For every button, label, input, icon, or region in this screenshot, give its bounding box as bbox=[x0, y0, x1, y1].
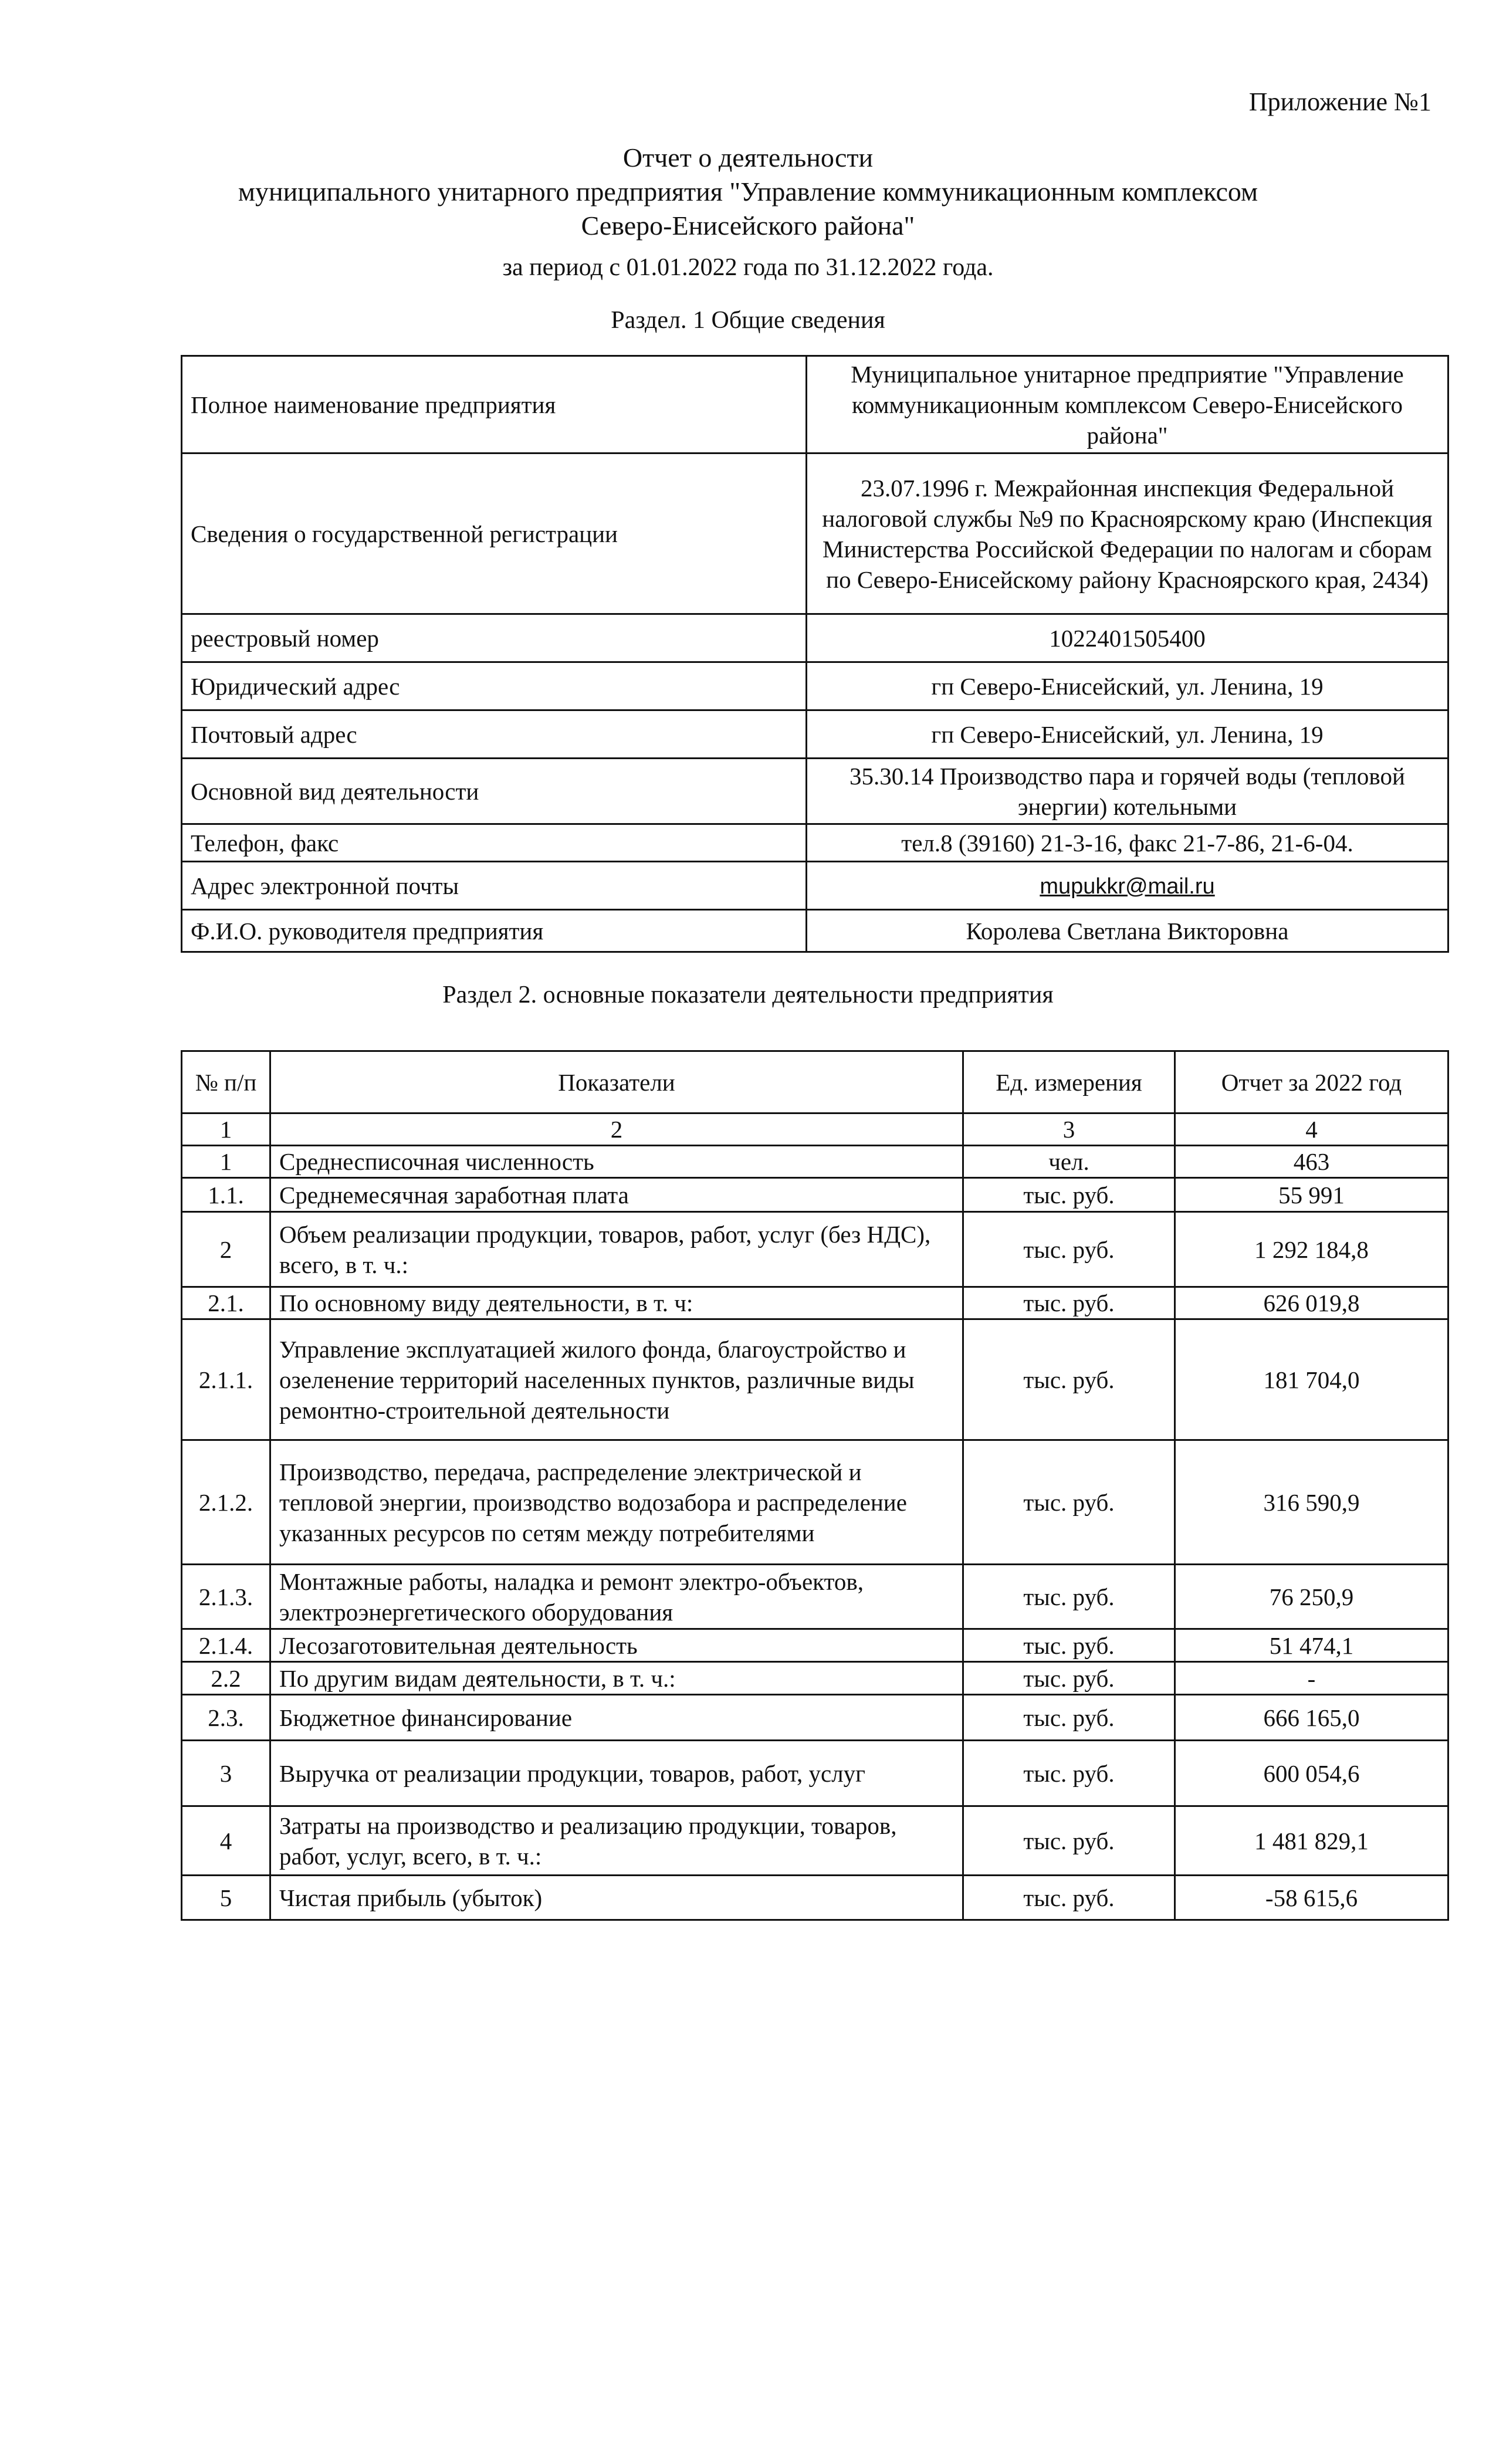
table-row bbox=[182, 1146, 1448, 1178]
info-value: 1022401505400 bbox=[807, 614, 1448, 662]
row-unit: тыс. руб. bbox=[963, 1876, 1175, 1920]
row-unit: тыс. руб. bbox=[963, 1178, 1175, 1212]
row-num: 2.2 bbox=[182, 1662, 270, 1695]
column-number: 3 bbox=[963, 1113, 1175, 1146]
header-unit: Ед. измерения bbox=[963, 1051, 1175, 1113]
info-value: 23.07.1996 г. Межрайонная инспекция Федеральной налоговой службы №9 по Красноярскому краю (Инспекция Министерства Российской Федерации по налогам и сборам по Северо-Енисейскому району Красноярского края, 2434) bbox=[807, 453, 1448, 614]
row-unit: тыс. руб. bbox=[963, 1319, 1175, 1440]
row-indicator: Чистая прибыль (убыток) bbox=[270, 1876, 963, 1920]
row-value: 1 481 829,1 bbox=[1175, 1806, 1448, 1876]
row-unit: тыс. руб. bbox=[963, 1212, 1175, 1287]
info-value: тел.8 (39160) 21-3-16, факс 21-7-86, 21-6-04. bbox=[807, 824, 1448, 862]
row-indicator: Затраты на производство и реализацию продукции, товаров, работ, услуг, всего, в т. ч.: bbox=[270, 1806, 963, 1876]
row-unit: чел. bbox=[963, 1146, 1175, 1178]
row-num: 2 bbox=[182, 1212, 270, 1287]
info-row-postal-address bbox=[182, 710, 1448, 759]
email-link[interactable]: mupukkr@mail.ru bbox=[1040, 874, 1215, 899]
row-num: 2.1.2. bbox=[182, 1440, 270, 1565]
section2-title: Раздел 2. основные показатели деятельности предприятия bbox=[442, 981, 1054, 1008]
row-value: 55 991 bbox=[1175, 1178, 1448, 1212]
row-indicator: Бюджетное финансирование bbox=[270, 1695, 963, 1741]
report-title-line: муниципального унитарного предприятия "Управление коммуникационным комплексом bbox=[238, 177, 1258, 207]
table-row bbox=[182, 1629, 1448, 1662]
row-indicator: Выручка от реализации продукции, товаров, работ, услуг bbox=[270, 1741, 963, 1806]
table-row bbox=[182, 1741, 1448, 1806]
row-value: 76 250,9 bbox=[1175, 1565, 1448, 1629]
row-value: 626 019,8 bbox=[1175, 1287, 1448, 1319]
column-number: 1 bbox=[182, 1113, 270, 1146]
table-row bbox=[182, 1806, 1448, 1876]
info-row-main-activity bbox=[182, 759, 1448, 824]
info-label: Сведения о государственной регистрации bbox=[182, 453, 807, 614]
row-indicator: Объем реализации продукции, товаров, работ, услуг (без НДС), всего, в т. ч.: bbox=[270, 1212, 963, 1287]
row-value: -58 615,6 bbox=[1175, 1876, 1448, 1920]
row-value: 1 292 184,8 bbox=[1175, 1212, 1448, 1287]
info-row-full-name bbox=[182, 356, 1448, 453]
row-num: 2.1.1. bbox=[182, 1319, 270, 1440]
section1-title: Раздел. 1 Общие сведения bbox=[611, 307, 885, 334]
table-row bbox=[182, 1178, 1448, 1212]
info-value: Муниципальное унитарное предприятие "Управление коммуникационным комплексом Северо-Енисейского района" bbox=[807, 356, 1448, 453]
column-number: 2 bbox=[270, 1113, 963, 1146]
info-row-director bbox=[182, 910, 1448, 952]
table-row bbox=[182, 1212, 1448, 1287]
info-value: Королева Светлана Викторовна bbox=[807, 910, 1448, 952]
row-value: - bbox=[1175, 1662, 1448, 1695]
info-value: 35.30.14 Производство пара и горячей воды (тепловой энергии) котельными bbox=[807, 759, 1448, 824]
row-indicator: По другим видам деятельности, в т. ч.: bbox=[270, 1662, 963, 1695]
header-num: № п/п bbox=[182, 1051, 270, 1113]
column-number-row bbox=[182, 1113, 1448, 1146]
row-num: 1 bbox=[182, 1146, 270, 1178]
row-unit: тыс. руб. bbox=[963, 1629, 1175, 1662]
table-row bbox=[182, 1319, 1448, 1440]
row-value: 181 704,0 bbox=[1175, 1319, 1448, 1440]
row-value: 463 bbox=[1175, 1146, 1448, 1178]
info-row-phone-fax bbox=[182, 824, 1448, 862]
row-num: 2.1. bbox=[182, 1287, 270, 1319]
info-label: Телефон, факс bbox=[182, 824, 807, 862]
row-unit: тыс. руб. bbox=[963, 1741, 1175, 1806]
report-title bbox=[0, 141, 1496, 243]
row-value: 51 474,1 bbox=[1175, 1629, 1448, 1662]
row-unit: тыс. руб. bbox=[963, 1287, 1175, 1319]
row-num: 5 bbox=[182, 1876, 270, 1920]
row-indicator: Среднесписочная численность bbox=[270, 1146, 963, 1178]
table-row bbox=[182, 1695, 1448, 1741]
info-row-email bbox=[182, 862, 1448, 910]
info-value: гп Северо-Енисейский, ул. Ленина, 19 bbox=[807, 662, 1448, 710]
row-value: 666 165,0 bbox=[1175, 1695, 1448, 1741]
row-indicator: Лесозаготовительная деятельность bbox=[270, 1629, 963, 1662]
info-row-registry-number bbox=[182, 614, 1448, 662]
info-row-legal-address bbox=[182, 662, 1448, 710]
table-row bbox=[182, 1662, 1448, 1695]
info-label: Юридический адрес bbox=[182, 662, 807, 710]
row-num: 4 bbox=[182, 1806, 270, 1876]
info-label: реестровый номер bbox=[182, 614, 807, 662]
column-number: 4 bbox=[1175, 1113, 1448, 1146]
table-row bbox=[182, 1287, 1448, 1319]
info-row-registration bbox=[182, 453, 1448, 614]
row-unit: тыс. руб. bbox=[963, 1440, 1175, 1565]
info-label: Основной вид деятельности bbox=[182, 759, 807, 824]
info-label: Полное наименование предприятия bbox=[182, 356, 807, 453]
table-row bbox=[182, 1440, 1448, 1565]
header-value: Отчет за 2022 год bbox=[1175, 1051, 1448, 1113]
row-indicator: Монтажные работы, наладка и ремонт электро-объектов, электроэнергетического оборудования bbox=[270, 1565, 963, 1629]
info-label: Ф.И.О. руководителя предприятия bbox=[182, 910, 807, 952]
row-unit: тыс. руб. bbox=[963, 1695, 1175, 1741]
row-num: 2.1.4. bbox=[182, 1629, 270, 1662]
row-value: 316 590,9 bbox=[1175, 1440, 1448, 1565]
row-num: 2.3. bbox=[182, 1695, 270, 1741]
report-title-line: Северо-Енисейского района" bbox=[581, 211, 915, 241]
general-info-table bbox=[181, 355, 1449, 953]
row-num: 1.1. bbox=[182, 1178, 270, 1212]
row-indicator: Среднемесячная заработная плата bbox=[270, 1178, 963, 1212]
row-num: 3 bbox=[182, 1741, 270, 1806]
info-label: Адрес электронной почты bbox=[182, 862, 807, 910]
report-period: за период с 01.01.2022 года по 31.12.2022 года. bbox=[502, 254, 994, 281]
row-indicator: Производство, передача, распределение электрической и тепловой энергии, производство водозабора и распределение указанных ресурсов по сетям между потребителями bbox=[270, 1440, 963, 1565]
table-row bbox=[182, 1565, 1448, 1629]
indicators-table bbox=[181, 1050, 1449, 1921]
table-header-row bbox=[182, 1051, 1448, 1113]
report-title-line: Отчет о деятельности bbox=[622, 143, 874, 172]
info-value: гп Северо-Енисейский, ул. Ленина, 19 bbox=[807, 710, 1448, 759]
row-num: 2.1.3. bbox=[182, 1565, 270, 1629]
row-indicator: Управление эксплуатацией жилого фонда, благоустройство и озеленение территорий населенных пунктов, различные виды ремонтно-строительной деятельности bbox=[270, 1319, 963, 1440]
header-indicator: Показатели bbox=[270, 1051, 963, 1113]
info-value bbox=[807, 862, 1448, 910]
row-unit: тыс. руб. bbox=[963, 1662, 1175, 1695]
row-indicator: По основному виду деятельности, в т. ч: bbox=[270, 1287, 963, 1319]
row-value: 600 054,6 bbox=[1175, 1741, 1448, 1806]
row-unit: тыс. руб. bbox=[963, 1806, 1175, 1876]
row-unit: тыс. руб. bbox=[963, 1565, 1175, 1629]
table-row bbox=[182, 1876, 1448, 1920]
info-label: Почтовый адрес bbox=[182, 710, 807, 759]
appendix-label: Приложение №1 bbox=[1248, 87, 1431, 116]
